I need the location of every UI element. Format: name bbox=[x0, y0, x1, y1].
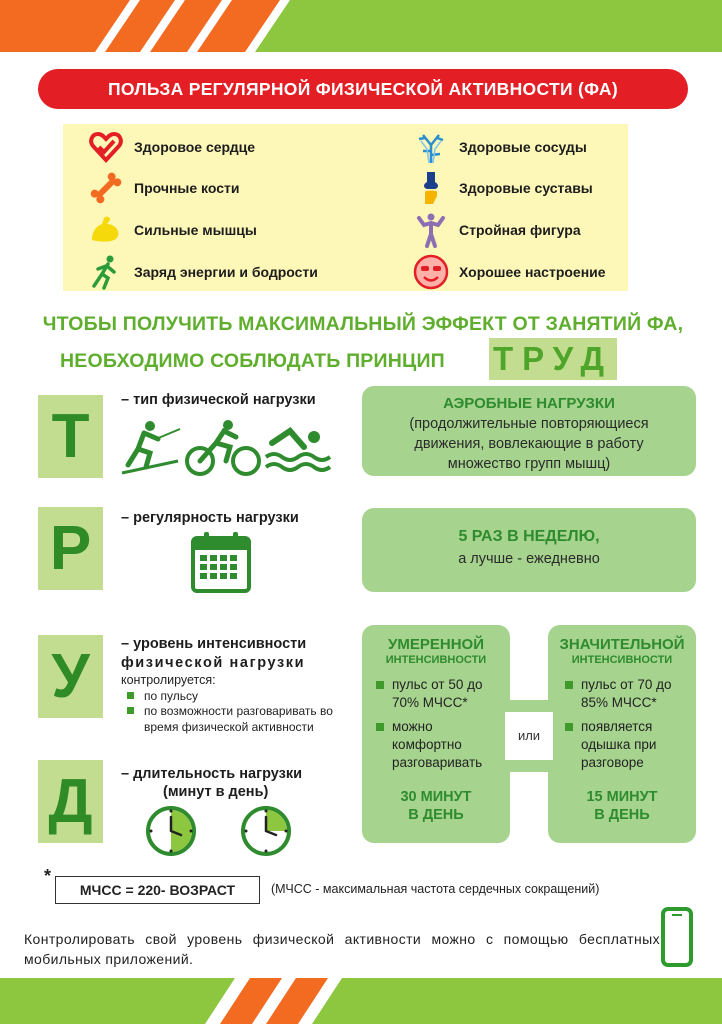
vigorous-bullet-text: пульс от 70 до 85% МЧСС* bbox=[581, 677, 672, 710]
bottom-stripes bbox=[0, 978, 722, 1024]
aerobic-box bbox=[362, 386, 696, 476]
benefit-item bbox=[413, 254, 606, 290]
smiley-icon bbox=[413, 254, 449, 290]
t-label: – тип физической нагрузки bbox=[121, 392, 316, 408]
moderate-bullet-text: пульс от 50 до 70% МЧСС* bbox=[392, 677, 483, 710]
r-label: – регулярность нагрузки bbox=[121, 510, 299, 526]
sport-icons bbox=[120, 417, 335, 479]
u-bullet-text: по пульсу bbox=[144, 689, 198, 703]
heart-icon bbox=[88, 129, 124, 165]
letter-t: Т bbox=[38, 395, 103, 478]
letter-r: Р bbox=[38, 507, 103, 590]
vigorous-title: ЗНАЧИТЕЛЬНОЙ bbox=[559, 636, 685, 653]
phone-icon bbox=[660, 906, 694, 968]
benefit-label: Сильные мышцы bbox=[134, 222, 257, 238]
u-control-label: контролируется: bbox=[121, 673, 216, 687]
moderate-title: УМЕРЕННОЙ bbox=[388, 636, 484, 653]
calendar-icon bbox=[190, 530, 252, 594]
cyclist-icon bbox=[187, 420, 259, 474]
benefit-item bbox=[88, 212, 257, 248]
vigorous-duration-line2: В ДЕНЬ bbox=[594, 807, 650, 823]
benefit-item bbox=[413, 212, 581, 248]
u-label-line1: – уровень интенсивности bbox=[121, 636, 307, 652]
formula-box: МЧСС = 220- ВОЗРАСТ bbox=[55, 876, 260, 904]
benefit-item bbox=[413, 129, 587, 165]
benefit-label: Прочные кости bbox=[134, 180, 240, 196]
u-bullet bbox=[127, 688, 357, 704]
runner-icon bbox=[88, 254, 124, 290]
trud-word: ТРУД bbox=[489, 338, 617, 380]
aerobic-text: (продолжительные повторяющиеся движения, вовлекающие в работу множество групп мышц) bbox=[409, 416, 649, 472]
benefit-item bbox=[88, 129, 255, 165]
top-stripes bbox=[0, 0, 722, 52]
benefit-label: Хорошее настроение bbox=[459, 264, 606, 280]
moderate-subtitle: ИНТЕНСИВНОСТИ bbox=[385, 654, 487, 666]
moderate-bullet-text: можно комфортно разговаривать bbox=[392, 719, 483, 770]
headline-line2: НЕОБХОДИМО СОБЛЮДАТЬ ПРИНЦИП bbox=[60, 350, 445, 372]
letter-d: Д bbox=[38, 760, 103, 843]
skier-icon bbox=[122, 421, 180, 473]
regularity-box bbox=[362, 508, 696, 592]
benefit-label: Здоровые суставы bbox=[459, 180, 593, 196]
benefit-item bbox=[88, 254, 318, 290]
vigorous-duration-line1: 15 МИНУТ bbox=[586, 789, 658, 805]
regularity-title: 5 РАЗ В НЕДЕЛЮ, bbox=[458, 528, 600, 545]
moderate-duration-line2: В ДЕНЬ bbox=[408, 807, 464, 823]
clock-30-icon bbox=[145, 805, 197, 857]
page-title: ПОЛЬЗА РЕГУЛЯРНОЙ ФИЗИЧЕСКОЙ АКТИВНОСТИ (ФА) bbox=[38, 69, 688, 109]
headline-line1: ЧТОБЫ ПОЛУЧИТЬ МАКСИМАЛЬНЫЙ ЭФФЕКТ ОТ ЗАНЯТИЙ ФА, bbox=[42, 313, 684, 335]
vigorous-bullet-text: появляется одышка при разговоре bbox=[581, 719, 657, 770]
moderate-bullet bbox=[376, 676, 498, 712]
d-label-line1: – длительность нагрузки bbox=[121, 766, 303, 782]
letter-u: У bbox=[38, 635, 103, 718]
moderate-bullet bbox=[376, 718, 498, 772]
vigorous-subtitle: ИНТЕНСИВНОСТИ bbox=[571, 654, 673, 666]
benefit-item bbox=[413, 170, 593, 206]
bottom-text: Контролировать свой уровень физической активности можно с помощью бесплатных мобильных приложений. bbox=[24, 931, 660, 967]
vigorous-bullet bbox=[565, 676, 689, 712]
benefit-item bbox=[88, 170, 239, 206]
benefit-label: Здоровые сосуды bbox=[459, 139, 587, 155]
u-bullet-text: по возможности разговаривать во время физической активности bbox=[144, 704, 333, 734]
bicep-icon bbox=[88, 212, 124, 248]
benefit-label: Здоровое сердце bbox=[134, 139, 256, 155]
aerobic-title: АЭРОБНЫЕ НАГРУЗКИ bbox=[443, 395, 615, 412]
moderate-duration-line1: 30 МИНУТ bbox=[400, 789, 472, 805]
vessels-icon bbox=[413, 129, 449, 165]
benefits-panel bbox=[63, 124, 628, 291]
u-bullet bbox=[127, 703, 355, 735]
footnote-star: * bbox=[44, 866, 52, 886]
benefit-label: Заряд энергии и бодрости bbox=[134, 264, 318, 280]
joint-icon bbox=[413, 170, 449, 206]
swimmer-icon bbox=[266, 431, 330, 470]
benefit-label: Стройная фигура bbox=[459, 222, 581, 238]
regularity-text: а лучше - ежедневно bbox=[458, 551, 600, 567]
formula-explanation: (МЧСС - максимальная частота сердечных сокращений) bbox=[271, 882, 600, 896]
or-label: или bbox=[517, 728, 541, 743]
vigorous-bullet bbox=[565, 718, 689, 772]
clock-15-icon bbox=[240, 805, 292, 857]
figure-icon bbox=[413, 212, 449, 248]
bone-icon bbox=[88, 170, 124, 206]
u-label-line2: физической нагрузки bbox=[121, 655, 306, 671]
d-label-line2: (минут в день) bbox=[163, 784, 269, 800]
